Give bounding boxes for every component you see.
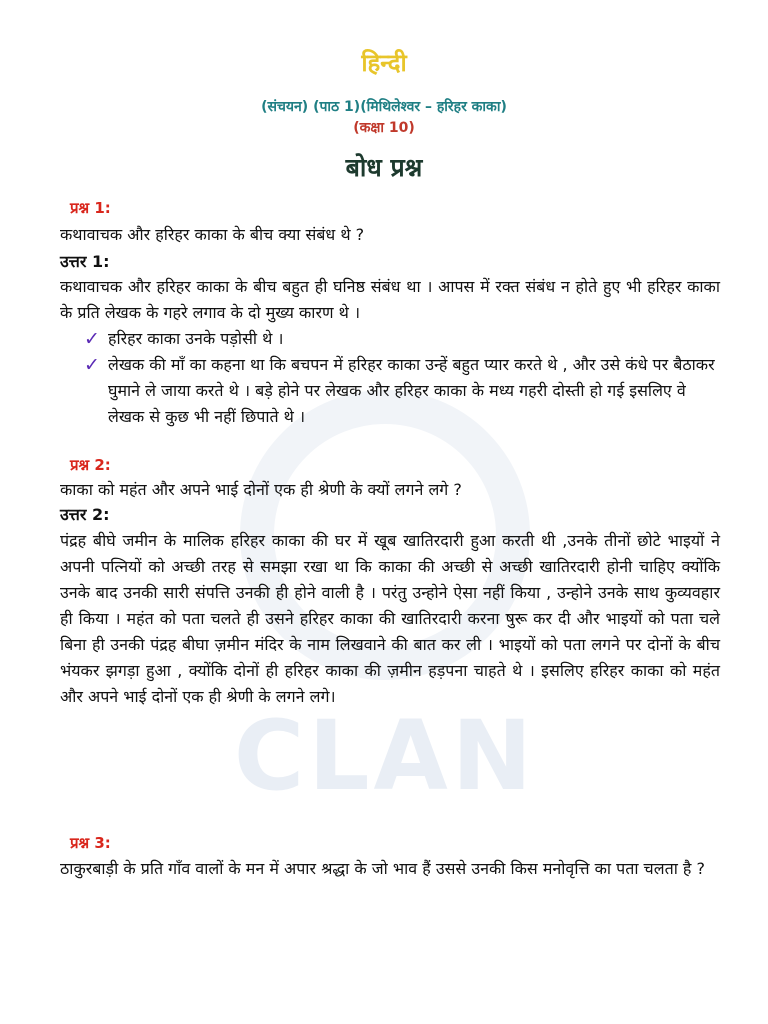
grade-info: (कक्षा 10)	[353, 120, 415, 136]
question-3-text: ठाकुरबाड़ी के प्रति गाँव वालों के मन में अपार श्रद्धा के जो भाव हैं उससे उनकी किस मनोवृत्ति का पता चलता है ?	[60, 859, 705, 878]
answer-1-text: कथावाचक और हरिहर काका के बीच बहुत ही घनिष्ठ संबंध था । आपस में रक्त संबंध न होते हुए भी हरिहर काका के प्रति लेखक के गहरे लगाव के दो मुख्य कारण थे ।	[60, 277, 720, 322]
checkmark-icon: ✓	[84, 328, 100, 350]
checkmark-icon: ✓	[84, 354, 100, 376]
chapter-info: (संचयन) (पाठ 1)(मिथिलेश्वर – हरिहर काका)	[261, 99, 507, 115]
question-1-label: प्रश्न 1:	[70, 199, 111, 217]
subject-title: हिन्दी	[361, 49, 407, 77]
bullet-item	[84, 326, 724, 352]
answer-1-bullets	[84, 326, 724, 430]
bullet-text: हरिहर काका उनके पड़ोसी थे ।	[108, 329, 284, 348]
bullet-item	[84, 352, 724, 430]
answer-1-label: उत्तर 1:	[60, 252, 110, 271]
answer-2-text: पंद्रह बीघे जमीन के मालिक हरिहर काका की घर में खूब खातिरदारी हुआ करती थी ,उनके तीनों छोटे भाइयों ने अपनी पत्नियों को अच्छी तरह से समझा रखा था कि काका की अच्छी से अच्छी खातिरदारी होनी चाहिए क्योंकि उनके बाद उनकी सारी संपत्ति उनकी ही होने वाली है । परंतु उन्होने ऐसा नहीं किया , उन्होने उनके साथ कुव्यवहार ही किया । महंत को पता चलते ही उसने हरिहर काका की खातिरदारी करना षुरू कर दी और भाइयों को पता चले बिना ही उनकी पंद्रह बीघा ज़मीन मंदिर के नाम लिखवाने की बात कर ली । भाइयों को पता लगने पर दोनों के बीच भंयकर झगड़ा हुआ , क्योंकि दोनों ही हरिहर काका की ज़मीन हड़पना चाहते थे । इसलिए हरिहर काका को महंत और अपने भाई दोनों एक ही श्रेणी के लगने लगे।	[60, 531, 720, 706]
section-title: बोध प्रश्न	[345, 153, 423, 182]
question-2-label: प्रश्न 2:	[70, 456, 111, 474]
bullet-text: लेखक की माँ का कहना था कि बचपन में हरिहर काका उन्हें बहुत प्यार करते थे , और उसे कंधे पर बैठाकर घुमाने ले जाया करते थे । बड़े होने पर लेखक और हरिहर काका के मध्य गहरी दोस्ती हो गई इसलिए वे लेखक से कुछ भी नहीं छिपाते थे ।	[108, 355, 715, 426]
question-3-label: प्रश्न 3:	[70, 834, 111, 852]
question-2-text: काका को महंत और अपने भाई दोनों एक ही श्रेणी के क्यों लगने लगे ?	[60, 480, 462, 499]
watermark-text: CLAN	[233, 700, 537, 812]
question-1-text: कथावाचक और हरिहर काका के बीच क्या संबंध थे ?	[60, 225, 365, 244]
answer-2-label: उत्तर 2:	[60, 505, 110, 524]
